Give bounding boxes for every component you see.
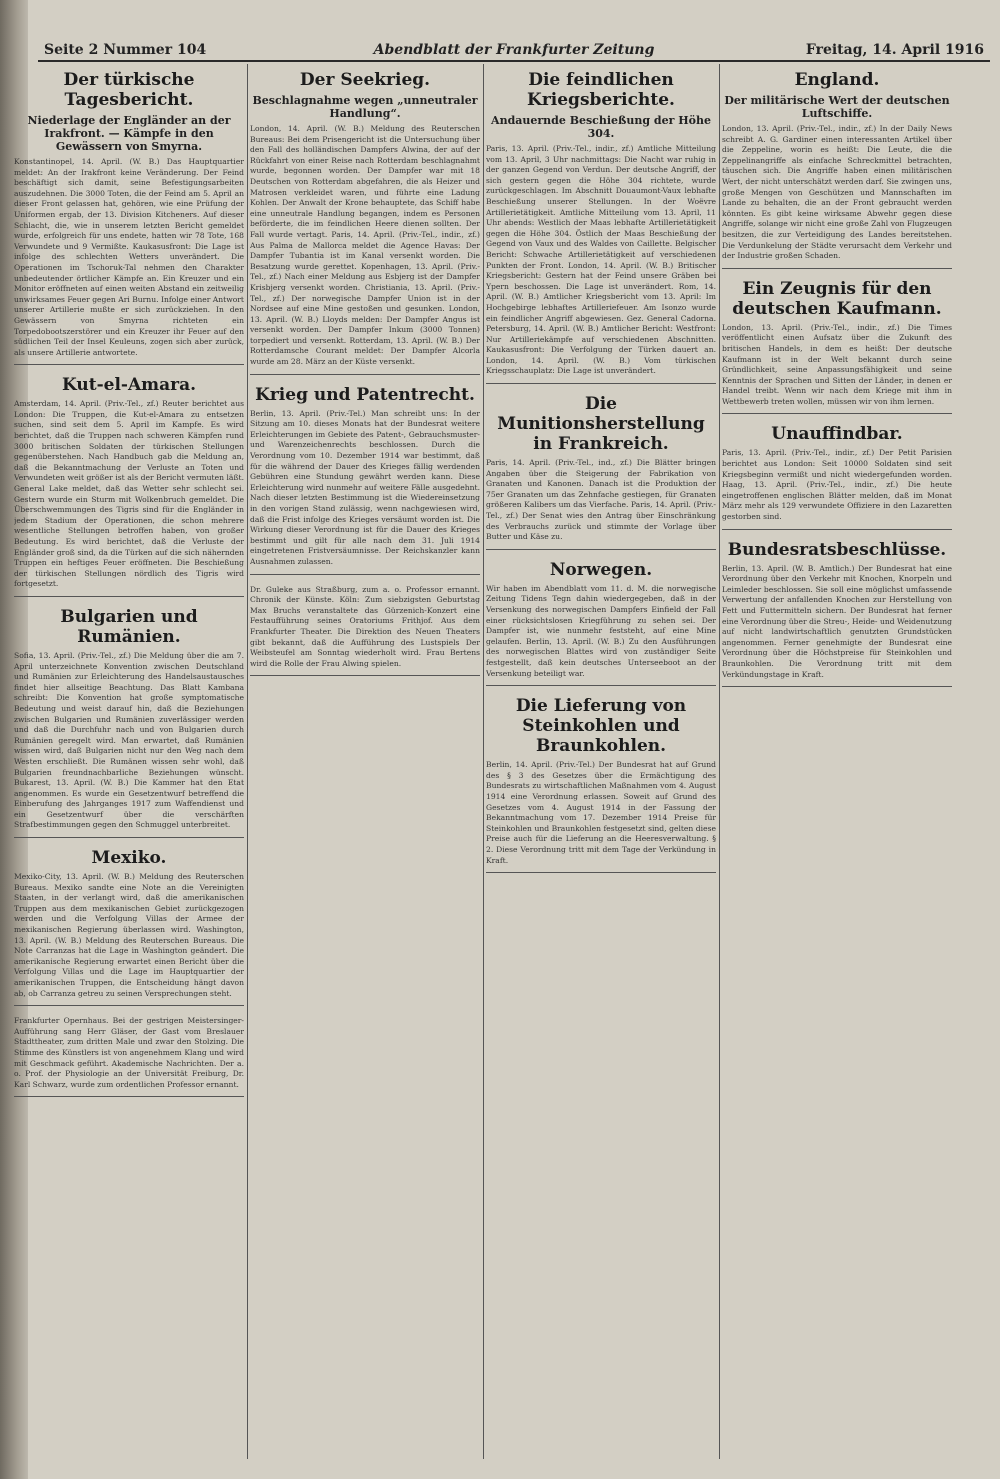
article-body: Amsterdam, 14. April. (Priv.-Tel., zf.) Reuter berichtet aus London: Die Truppen, die Kut-el-Amara zu entsetzen suchen, sind seit dem 5. April im Kampfe. Es wird berichtet, daß die Truppen nach schweren Kämpfen rund 3000 britischen Soldaten der türkischen Stellungen gegenüberstehen. Nach Handbuch gab die Meldung an, daß die Bekanntmachung der Verluste an Toten und Verwundeten weit größer ist als der Bericht vermuten läßt. General Lake meldet, daß das Wetter sehr schlecht sei. Gestern wurde ein Sturm mit Wolkenbruch gemeldet. Die Überschwemmungen des Tigris sind für die Engländer in jedem Stadium der Operationen, die schon mehrere wesentliche Stellungen betroffen haben, von großer Bedeutung. Es wird berichtet, daß die Verluste der Engländer groß sind, da die Türken auf die sich nähernden Truppen ein heftiges Feuer eröffneten. Die Beschießung der türkischen Stellungen nördlich des Tigris wird fortgesetzt. — [14, 399, 244, 589]
article-body: Paris, 14. April. (Priv.-Tel., ind., zf.) Die Blätter bringen Angaben über die Steigerung der Fabrikation von Granaten und Kanonen. Danach ist die Produktion der 75er Granaten um das Zehnfache gestiegen, für Granaten größeren Kalibers um das Vierfache. Paris, 14. April. (Priv.-Tel., zf.) Der Senat wies den Antrag über Einschränkung des Verbrauchs zurück und stimmte der Vorlage über Butter und Käse zu. — [486, 458, 716, 542]
column-4 — [722, 64, 952, 1464]
article — [486, 560, 716, 686]
section-divider — [14, 1096, 244, 1097]
section-divider — [250, 374, 480, 375]
section-divider — [486, 549, 716, 550]
article — [14, 848, 244, 1006]
article-body: Mexiko-City, 13. April. (W. B.) Meldung des Reuterschen Bureaus. Mexiko sandte eine Note an die Vereinigten Staaten, in der verlangt wird, daß die amerikanischen Truppen aus dem mexikanischen Gebiet zurückgezogen werden und die Verfolgung Villas der Armee der mexikanischen Regierung überlassen wird. Washington, 13. April. (W. B.) Meldung des Reuterschen Bureaus. Die Note Carranzas hat die Lage in Washington geändert. Die amerikanische Regierung erwartet einen Bericht über die Verfolgung Villas und die Lage im Hauptquartier der amerikanischen Truppen, die Entscheidung hängt davon ab, ob Carranza getreu zu seinen Versprechungen steht. — [14, 872, 244, 998]
article-headline: England. — [794, 70, 880, 90]
article — [250, 585, 480, 677]
section-divider — [486, 872, 716, 873]
section-divider — [14, 837, 244, 838]
article-body: Paris, 13. April. (Priv.-Tel., indir., zf.) Amtliche Mitteilung vom 13. April, 3 Uhr nachmittags: Die Nacht war ruhig in der ganzen Gegend von Verdun. Der deutsche Angriff, der sich gestern gegen die Höhe 304 richtete, wurde zurückgeschlagen. Im Abschnitt Douaumont-Vaux lebhafte Beschießung unserer Stellungen. In der Woëvre Artillerietätigkeit. Amtliche Mitteilung vom 13. April, 11 Uhr abends: Westlich der Maas lebhafte Artillerietätigkeit gegen die Höhe 304. Östlich der Maas Beschießung der Gegend von Vaux und des Waldes von Caillette. Belgischer Bericht: Schwache Artillerietätigkeit auf verschiedenen Punkten der Front. London, 14. April. (W. B.) Britischer Kriegsbericht: Gestern hat der Feind unsere Gräben bei Ypern beschossen. Die Lage ist unverändert. Rom, 14. April. (W. B.) Amtlicher Kriegsbericht vom 13. April: Im Hochgebirge lebhaftes Artilleriefeuer. Am Isonzo wurde ein feindlicher Angriff abgewiesen. Gez. General Cadorna. Petersburg, 14. April. (W. B.) Amtlicher Bericht: Westfront: Nur Artilleriekämpfe auf verschiedenen Abschnitten. Kaukasusfront: Die Verfolgung der Türken dauert an. London, 14. April. (W. B.) Vom türkischen Kriegsschauplatz: Die Lage ist unverändert. — [486, 144, 716, 376]
article — [722, 279, 952, 415]
article-body: Berlin, 13. April. (Priv.-Tel.) Man schreibt uns: In der Sitzung am 10. dieses Monats hat der Bundesrat weitere Erleichterungen im Gebiete des Patent-, Gebrauchsmuster- und Warenzeichenrechts beschlossen. Durch die Verordnung vom 10. Dezember 1914 war bestimmt, daß für die während der Dauer des Krieges fällig werdenden Gebühren eine Stundung gewährt werden kann. Diese Erleichterung wird nunmehr auf weitere Fälle ausgedehnt. Nach dieser letzten Bestimmung ist die Wiedereinsetzung in den vorigen Stand zulässig, wenn nachgewiesen wird, daß die Frist infolge des Krieges versäumt worden ist. Die Wirkung dieser Verordnung ist für die Dauer des Krieges bestimmt und gilt für alle nach dem 31. Juli 1914 eingetretenen Fristversäumnisse. Der Reichskanzler kann Ausnahmen zulassen. — [250, 408, 480, 566]
article — [14, 70, 244, 365]
newspaper-title: Abendblatt der Frankfurter Zeitung — [373, 42, 655, 58]
article-body: Dr. Guleke aus Straßburg, zum a. o. Professor ernannt. Chronik der Künste. Köln: Zum siebzigsten Geburtstag Max Bruchs veranstaltete das Gürzenich-Konzert eine Festaufführung seines Oratoriums Frithjof. Aus dem Frankfurter Theater. Die Direktion des Neuen Theaters gibt bekannt, daß die Aufführung des Lustspiels Der Weibsteufel am Sonntag wiederholt wird. Frau Bertens wird die Rolle der Frau Alwing spielen. — [250, 584, 480, 668]
article-body: Berlin, 14. April. (Priv.-Tel.) Der Bundesrat hat auf Grund des § 3 des Gesetzes über die Ermächtigung des Bundesrats zu wirtschaftlichen Maßnahmen vom 4. August 1914 eine Verordnung erlassen. Soweit auf Grund des Gesetzes vom 4. August 1914 in der Fassung der Bekanntmachung vom 17. Dezember 1914 Preise für Steinkohlen und Braunkohlen festgesetzt sind, gelten diese Preise auch für die Lieferung an die Heeresverwaltung. § 2. Diese Verordnung tritt mit dem Tage der Verkündung in Kraft. — [486, 760, 716, 865]
article-headline: Norwegen. — [549, 559, 653, 580]
article-body: Frankfurter Opernhaus. Bei der gestrigen Meistersinger-Aufführung sang Herr Gläser, der Gast vom Breslauer Stadttheater, zum dritten Male und zwar den Stolzing. Die Stimme des Künstlers ist von angenehmem Klang und wird mit Geschmack geführt. Akademische Nachrichten. Der a. o. Prof. der Physiologie an der Universität Freiburg, Dr. Karl Schwarz, wurde zum ordentlichen Professor ernannt. — [14, 1016, 244, 1089]
article-body: Paris, 13. April. (Priv.-Tel., indir., zf.) Der Petit Parisien berichtet aus London: Seit 10000 Soldaten sind seit Kriegsbeginn vermißt und nicht wiedergefunden worden. Haag, 13. April. (Priv.-Tel., indir., zf.) Die heute eingetroffenen englischen Blätter melden, daß im Monat März mehr als 129 verwundete Offiziere in den Lazaretten gestorben sind. — [722, 448, 952, 522]
article — [486, 696, 716, 873]
column-rule — [483, 64, 484, 1459]
article — [250, 385, 480, 575]
article-body: Berlin, 13. April. (W. B. Amtlich.) Der Bundesrat hat eine Verordnung über den Verkehr mit Knochen, Knorpeln und Leimleder beschlossen. Sie soll eine möglichst umfassende Verwertung der anfallenden Knochen zur Herstellung von Fett und Futtermitteln sichern. Der Bundesrat hat ferner eine Verordnung über die Streu-, Heide- und Weidenutzung auf nicht landwirtschaftlich genutzten Grundstücken angenommen. Ferner genehmigte der Bundesrat eine Verordnung über die Höchstpreise für Steinkohlen und Braunkohlen. Die Verordnung tritt mit dem Verkündungstage in Kraft. — [722, 563, 952, 679]
article — [14, 375, 244, 597]
article-body: London, 13. April. (Priv.-Tel., indir., zf.) In der Daily News schreibt A. G. Gardiner einen interessanten Artikel über die Zeppeline, worin es heißt: Die Leute, die die Zeppelinangriffe als einfache Schreckmittel betrachten, täuschen sich. Die Angriffe haben einen militärischen Wert, der nicht unterschätzt werden darf. Sie zwingen uns, große Mengen von Geschützen und Mannschaften im Lande zu behalten, die an der Front gebraucht werden könnten. Es gibt keine wirksame Abwehr gegen diese Angriffe, solange wir nicht eine große Zahl von Flugzeugen besitzen, die zur Verteidigung des Landes bereitstehen. Die Verdunkelung der Städte verursacht dem Verkehr und der Industrie großen Schaden. — [722, 124, 952, 261]
section-divider — [14, 596, 244, 597]
article — [722, 70, 952, 269]
section-divider — [486, 383, 716, 384]
page-number: Seite 2 Nummer 104 — [44, 42, 207, 58]
article-headline: Die feindlichen Kriegsberichte. — [527, 70, 675, 110]
section-divider — [722, 413, 952, 414]
article — [722, 540, 952, 688]
article — [722, 424, 952, 529]
article-subheadline: Niederlage der Engländer an der Irakfront. — Kämpfe in den Gewässern von Smyrna. — [27, 114, 231, 153]
article-headline: Die Lieferung von Steinkohlen und Braunkohlen. — [515, 696, 687, 757]
column-rule — [247, 64, 248, 1459]
article — [486, 70, 716, 384]
section-divider — [14, 1005, 244, 1006]
article — [486, 394, 716, 550]
article-subheadline: Beschlagnahme wegen „unneutraler Handlung“. — [252, 94, 478, 120]
article-subheadline: Andauernde Beschießung der Höhe 304. — [491, 114, 711, 140]
section-divider — [250, 574, 480, 575]
article-headline: Krieg und Patentrecht. — [255, 384, 475, 405]
section-divider — [250, 675, 480, 676]
article-body: Wir haben im Abendblatt vom 11. d. M. die norwegische Zeitung Tidens Tegn dahin wiedergegeben, daß in der Versenkung des norwegischen Dampfers Einfield der Fall einer rücksichtslosen Kriegführung zu sehen sei. Der Dampfer ist, wie nunmehr feststeht, auf eine Mine gelaufen. Berlin, 13. April. (W. B.) Zu den Ausführungen des norwegischen Blattes wird von zuständiger Seite festgestellt, daß kein deutsches Unterseeboot an der Versenkung beteiligt war. — [486, 583, 716, 678]
article-body: London, 13. April. (Priv.-Tel., indir., zf.) Die Times veröffentlicht einen Aufsatz über die Zukunft des britischen Handels, in dem es heißt: Der deutsche Kaufmann ist in der Welt bekannt durch seine Gründlichkeit, seine Anpassungsfähigkeit und seine Kenntnis der Sprachen und Sitten der Länder, in denen er Handel treibt. Wenn wir nach dem Kriege mit ihm in Wettbewerb treten wollen, müssen wir von ihm lernen. — [722, 322, 952, 406]
section-divider — [722, 529, 952, 530]
article-headline: Unauffindbar. — [771, 424, 903, 445]
article-headline: Mexiko. — [91, 848, 167, 869]
article-body: Sofia, 13. April. (Priv.-Tel., zf.) Die Meldung über die am 7. April unterzeichnete Konvention zwischen Deutschland und Rumänien zur Erleichterung des Handelsaustausches findet hier allseitige Beachtung. Das Blatt Kambana schreibt: Die Konvention hat große symptomatische Bedeutung und weist darauf hin, daß die Beziehungen zwischen Bulgarien und Rumänien zuverlässiger werden und daß die Durchfuhr nach und von Bulgarien durch Rumänien geregelt wird. Man erwartet, daß Rumänien wissen wird, daß Bulgarien nicht nur den Weg nach dem Westen erschließt. Die Rumänen wissen sehr wohl, daß Bulgarien freundnachbarliche Beziehungen wünscht. Bukarest, 13. April. (W. B.) Die Kammer hat den Etat angenommen. Es wurde ein Gesetzentwurf betreffend die Einberufung des Jahrganges 1917 zum Waffendienst und ein Gesetzentwurf über die verschärften Strafbestimmungen gegen den Schmuggel unterbreitet. — [14, 650, 244, 830]
article-headline: Die Munitionsherstellung in Frankreich. — [497, 394, 705, 455]
article-headline: Der türkische Tagesbericht. — [63, 70, 195, 110]
article-headline: Bulgarien und Rumänien. — [60, 606, 198, 647]
section-divider — [722, 686, 952, 687]
article-body: London, 14. April. (W. B.) Meldung des Reuterschen Bureaus: Bei dem Prisengericht ist die Untersuchung über den Fall des holländischen Dampfers Alwina, der auf der Rückfahrt von einer Reise nach Rotterdam beschlagnahmt wurde, begonnen worden. Der Dampfer war mit 18 Deutschen von Rotterdam abgefahren, die als Heizer und Matrosen verkleidet waren, und führte eine Ladung Kohlen. Der Anwalt der Krone behauptete, das Schiff habe eine unneutrale Handlung begangen, indem es Personen beförderte, die im feindlichen Heere dienen sollten. Der Fall wurde vertagt. Paris, 14. April. (Priv.-Tel., indir., zf.) Aus Palma de Mallorca meldet die Agence Havas: Der Dampfer Tubantia ist im Kanal versenkt worden. Die Besatzung wurde gerettet. Kopenhagen, 13. April. (Priv.-Tel., zf.) Nach einer Meldung aus Esbjerg ist der Dampfer Krisbjerg versenkt worden. Christiania, 13. April. (Priv.-Tel., zf.) Der norwegische Dampfer Union ist in der Nordsee auf eine Mine gestoßen und gesunken. London, 13. April. (W. B.) Lloyds melden: Der Dampfer Angus ist versenkt worden. Der Dampfer Inkum (3000 Tonnen) torpediert und versenkt. Rotterdam, 13. April. (W. B.) Der Rotterdamsche Courant meldet: Der Dampfer Alcorla wurde am 28. März an der Küste versenkt. — [250, 124, 480, 367]
article-headline: Kut-el-Amara. — [61, 375, 197, 396]
column-rule — [719, 64, 720, 1459]
section-divider — [486, 685, 716, 686]
article — [14, 1016, 244, 1097]
article — [250, 70, 480, 375]
article-headline: Bundesratsbeschlüsse. — [727, 539, 947, 560]
article-subheadline: Der militärische Wert der deutschen Luftschiffe. — [724, 94, 950, 120]
masthead-line — [38, 38, 990, 62]
section-divider — [14, 364, 244, 365]
column-3 — [486, 64, 716, 1464]
article-body: Konstantinopel, 14. April. (W. B.) Das Hauptquartier meldet: An der Irakfront keine Veränderung. Der Feind beschäftigt sich damit, seine Befestigungsarbeiten auszudehnen. Die 3000 Toten, die der Feind am 5. April an dieser Front gelassen hat, gehören, wie eine Prüfung der Uniformen ergab, der 13. Division Kitcheners. Auf dieser Schlacht, die, wie in unserem letzten Bericht gemeldet wurde, erfolgreich für uns endete, hatten wir 78 Tote, 168 Verwundete und 9 Vermißte. Kaukasusfront: Die Lage ist infolge des schlechten Wetters unverändert. Die Operationen im Tschoruk-Tal nehmen den Charakter unbedeutender örtlicher Kämpfe an. Ein Kreuzer und ein Monitor eröffneten auf einen weiten Abstand ein zeitweilig unwirksames Feuer gegen Ari Burnu. Infolge einer Antwort unserer Artillerie mußte er sich zurückziehen. In den Gewässern von Smyrna richteten ein Torpedobootszerstörer und ein Kreuzer ihr Feuer auf den südlichen Teil der Insel Keuleuns, zogen sich aber zurück, als unsere Artillerie antwortete. — [14, 157, 244, 357]
issue-date: Freitag, 14. April 1916 — [805, 42, 984, 58]
article-headline: Ein Zeugnis für den deutschen Kaufmann. — [732, 278, 942, 319]
section-divider — [722, 268, 952, 269]
column-1 — [14, 64, 244, 1464]
article — [14, 607, 244, 838]
column-2 — [250, 64, 480, 1464]
article-headline: Der Seekrieg. — [299, 70, 431, 90]
